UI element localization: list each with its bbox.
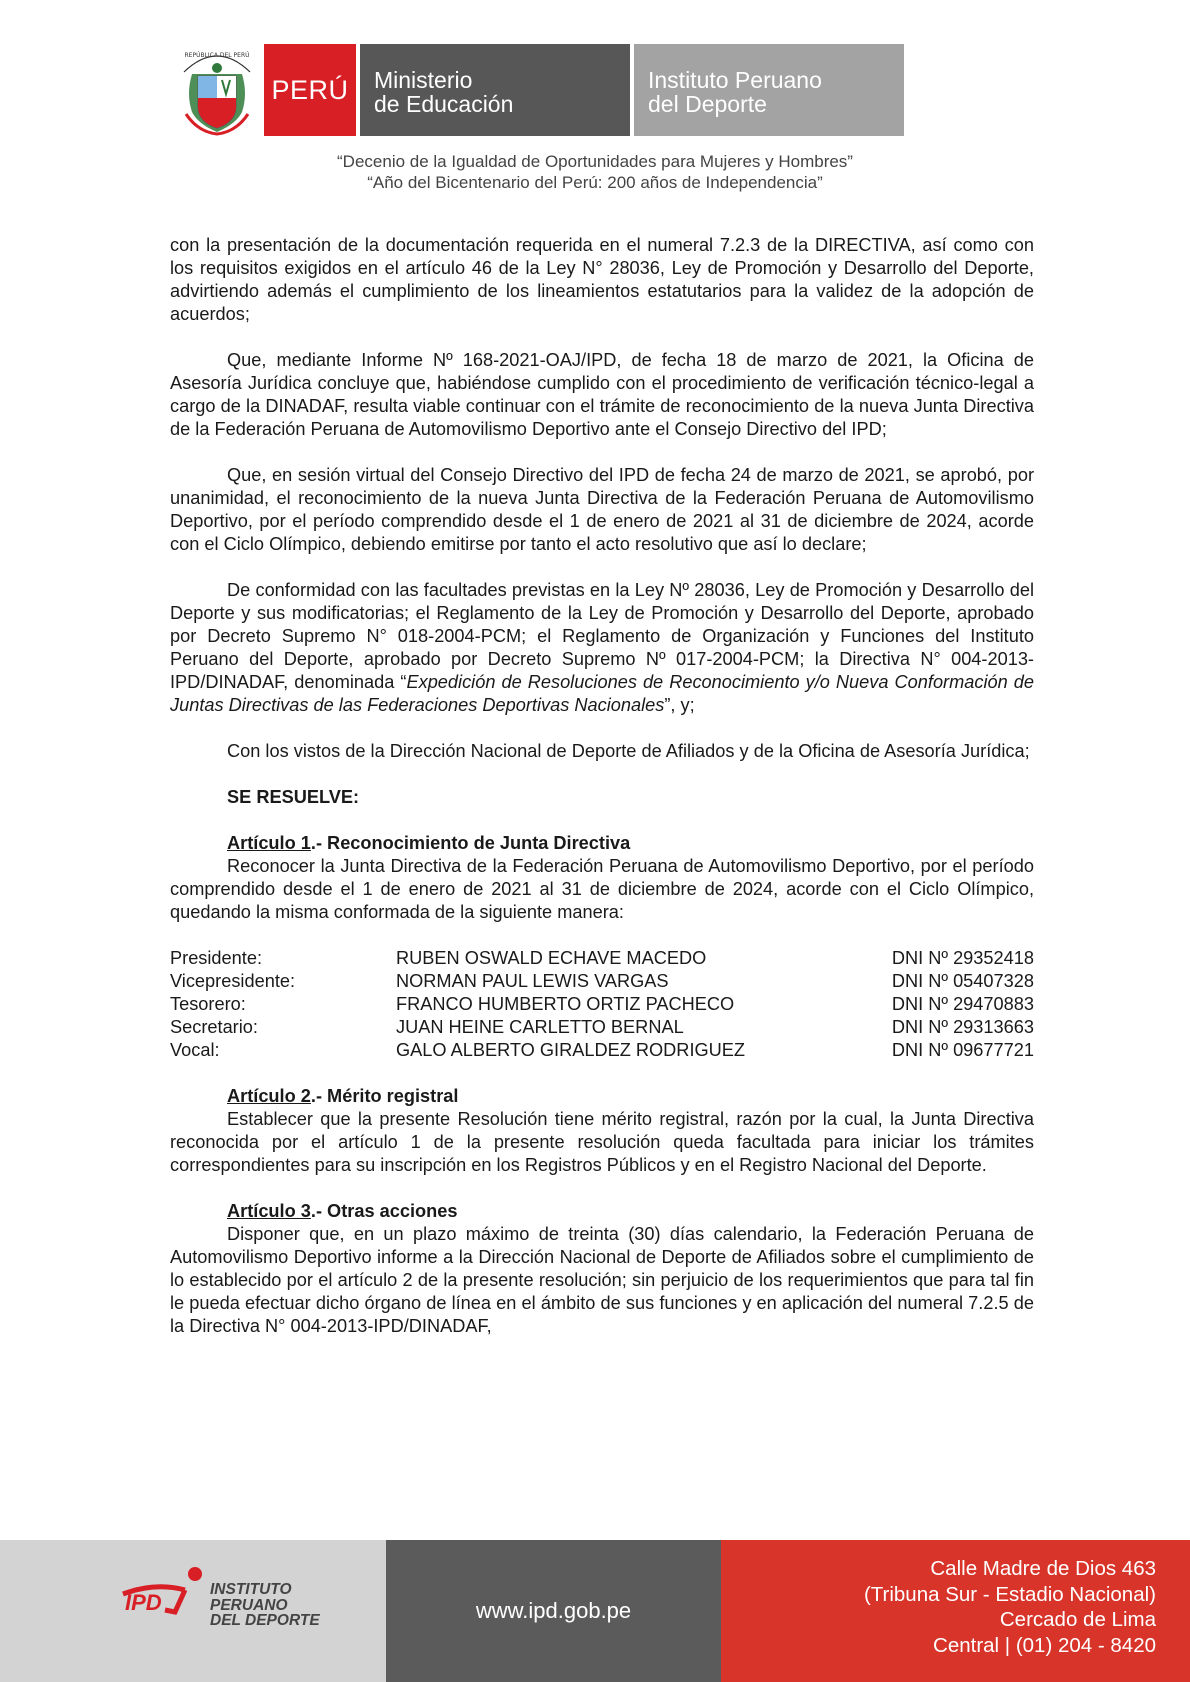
footer-institute-line-3: DEL DEPORTE: [210, 1612, 320, 1629]
member-dni: DNI Nº 29313663: [891, 1017, 1034, 1037]
member-name: RUBEN OSWALD ECHAVE MACEDO: [396, 948, 707, 968]
footer-institute-line-2: PERUANO: [210, 1596, 288, 1614]
letterhead: [178, 44, 904, 136]
member-dni: DNI Nº 29470883: [891, 994, 1034, 1014]
member-row: [170, 970, 1034, 993]
footer-institute-line-1: INSTITUTO: [210, 1581, 292, 1598]
paragraph-4: [170, 579, 1034, 717]
national-shield-icon: [178, 44, 256, 136]
paragraph-4-end: ”, y;: [664, 695, 695, 715]
article-3-body: Disponer que, en un plazo máximo de treinta (30) días calendario, la Federación Peruana de Automovilismo Deportivo informe a la Dirección Nacional de Deporte de Afiliados sobre el cumplimiento de lo establecido por el artículo 2 de la presente resolución; sin perjuicio de los requerimientos que para tal fin le pueda efectuar dicho órgano de línea en el ámbito de sus funciones y en aplicación del numeral 7.2.5 de la Directiva N° 004-2013-IPD/DINADAF,: [170, 1224, 1034, 1336]
article-1-title: .- Reconocimiento de Junta Directiva: [310, 833, 631, 853]
member-name: NORMAN PAUL LEWIS VARGAS: [396, 971, 669, 991]
footer-logo-area: [0, 1540, 386, 1682]
institute-line-1: Instituto Peruano: [648, 67, 822, 93]
ministry-brand: [360, 44, 630, 136]
ministry-line-1: Ministerio: [374, 67, 473, 93]
article-3-number: Artículo 3: [227, 1201, 311, 1221]
member-role: Tesorero:: [170, 994, 246, 1014]
article-3-heading: [227, 1200, 1034, 1223]
ministry-line-2: de Educación: [374, 91, 514, 117]
address-line-3: Cercado de Lima: [999, 1608, 1156, 1631]
article-1-body: Reconocer la Junta Directiva de la Federación Peruana de Automovilismo Deportivo, por el período comprendido desde el 1 de enero de 2021 al 31 de diciembre de 2024, acorde con el Ciclo Olímpico, quedando la misma conformada de la siguiente manera:: [170, 856, 1034, 922]
member-row: [170, 947, 1034, 970]
institute-line-2: del Deporte: [648, 91, 767, 117]
article-3-title: .- Otras acciones: [310, 1201, 458, 1221]
member-row: [170, 1039, 1034, 1062]
address-line-1: Calle Madre de Dios 463: [930, 1557, 1156, 1580]
decade-motto: “Decenio de la Igualdad de Oportunidades para Mujeres y Hombres”: [337, 152, 853, 171]
ipd-logo-text: IPD: [125, 1590, 162, 1615]
resolves-heading: SE RESUELVE:: [227, 787, 360, 807]
year-motto: “Año del Bicentenario del Perú: 200 años de Independencia”: [367, 173, 823, 192]
paragraph-3: Que, en sesión virtual del Consejo Directivo del IPD de fecha 24 de marzo de 2021, se aprobó, por unanimidad, el reconocimiento de la nueva Junta Directiva de la Federación Peruana de Automovilismo Deportivo, por el período comprendido desde el 1 de enero de 2021 al 31 de diciembre de 2024, acorde con el Ciclo Olímpico, debiendo emitirse por tanto el acto resolutivo que así lo declare;: [170, 465, 1034, 554]
directive-title: Expedición de Resoluciones de Reconocimiento y/o Nueva Conformación de Juntas Directivas de las Federaciones Deportivas Nacionales: [170, 672, 1034, 715]
footer-address: [721, 1540, 1190, 1682]
footer-website[interactable]: www.ipd.gob.pe: [386, 1540, 721, 1682]
shield-caption: REPÚBLICA DEL PERÚ: [184, 52, 250, 59]
article-2-number: Artículo 2: [227, 1086, 311, 1106]
member-name: GALO ALBERTO GIRALDEZ RODRIGUEZ: [396, 1040, 746, 1060]
member-dni: DNI Nº 09677721: [891, 1040, 1034, 1060]
article-1-heading: [227, 832, 1034, 855]
member-role: Vicepresidente:: [170, 971, 296, 991]
paragraph-5: Con los vistos de la Dirección Nacional de Deporte de Afiliados y de la Oficina de Asesoría Jurídica;: [227, 741, 1030, 761]
board-members-list: [170, 947, 1034, 1062]
member-role: Secretario:: [170, 1017, 258, 1037]
article-2-body: Establecer que la presente Resolución tiene mérito registral, razón por la cual, la Junta Directiva reconocida por el artículo 1 de la presente resolución queda facultada para iniciar los trámites correspondientes para su inscripción en los Registros Públicos y en el Registro Nacional del Deporte.: [170, 1109, 1034, 1175]
article-1-number: Artículo 1: [227, 833, 311, 853]
resolution-body: [170, 234, 1034, 1338]
member-name: FRANCO HUMBERTO ORTIZ PACHECO: [396, 994, 735, 1014]
paragraph-2: Que, mediante Informe Nº 168-2021-OAJ/IPD, de fecha 18 de marzo de 2021, la Oficina de Asesoría Jurídica concluye que, habiéndose cumplido con el procedimiento de verificación técnico-legal a cargo de la DINADAF, resulta viable continuar con el trámite de reconocimiento de la nueva Junta Directiva de la Federación Peruana de Automovilismo Deportivo ante el Consejo Directivo del IPD;: [170, 350, 1034, 439]
address-line-2: (Tribuna Sur - Estadio Nacional): [863, 1582, 1156, 1606]
footer-institute-name: [210, 1582, 320, 1629]
member-dni: DNI Nº 29352418: [891, 948, 1034, 968]
article-2-heading: [227, 1085, 1034, 1108]
member-name: JUAN HEINE CARLETTO BERNAL: [396, 1017, 684, 1037]
peru-brand: PERÚ: [264, 44, 356, 136]
phone-line: Central | (01) 204 - 8420: [933, 1633, 1156, 1657]
member-row: [170, 1016, 1034, 1039]
member-role: Presidente:: [170, 948, 263, 968]
page-footer: [0, 1540, 1190, 1682]
paragraph-1: con la presentación de la documentación requerida en el numeral 7.2.3 de la DIRECTIVA, así como con los requisitos exigidos en el artículo 46 de la Ley N° 28036, Ley de Promoción y Desarrollo del Deporte, advirtiendo además el cumplimiento de los lineamientos estatutarios para la validez de la adopción de acuerdos;: [170, 235, 1034, 324]
paragraph-4-text: De conformidad con las facultades previstas en la Ley Nº 28036, Ley de Promoción y Desarrollo del Deporte y sus modificatorias; el Reglamento de la Ley de Promoción y Desarrollo del Deporte, aprobado por Decreto Supremo N° 018-2004-PCM; el Reglamento de Organización y Funciones del Instituto Peruano del Deporte, aprobado por Decreto Supremo Nº 017-2004-PCM; la Directiva N° 004-2013-IPD/DINADAF, denominada “: [170, 580, 1034, 692]
institute-brand: [634, 44, 904, 136]
ipd-logo-icon: [115, 1560, 205, 1630]
article-2-title: .- Mérito registral: [310, 1086, 459, 1106]
member-role: Vocal:: [170, 1040, 220, 1060]
member-row: [170, 993, 1034, 1016]
member-dni: DNI Nº 05407328: [891, 971, 1034, 991]
